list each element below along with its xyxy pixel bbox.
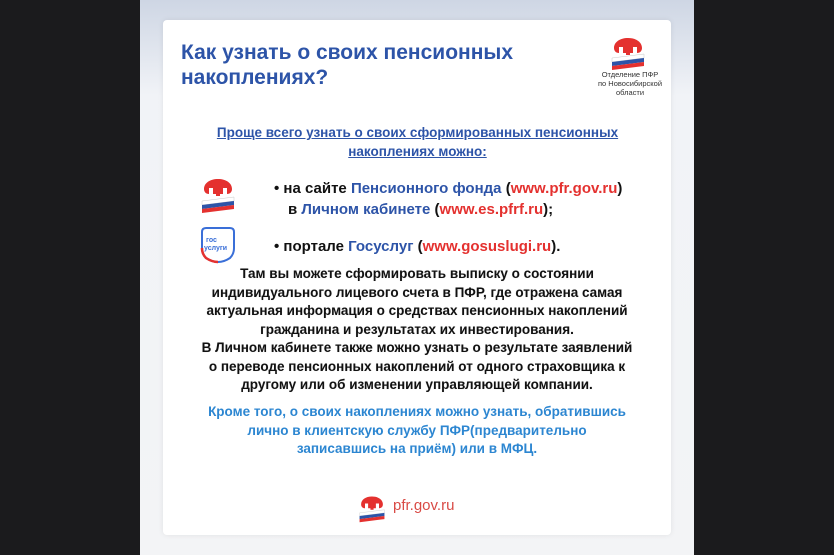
es-pfrf-link[interactable]: www.es.pfrf.ru: [439, 201, 544, 218]
pfr-logo-icon: [610, 36, 646, 70]
title-line: Как узнать о своих пенсионных: [181, 41, 514, 64]
title-line: накоплениях?: [181, 66, 329, 89]
svg-text:услуги: услуги: [204, 245, 228, 252]
info-card: [140, 0, 694, 555]
body-paragraph: Там вы можете сформировать выписку о состоянии индивидуального лицевого счета в ПФР, где отражена самая актуальная информация о средствах пенсионных накоплений гражданина и результатах их инвестирования. В Личном кабинете также можно узнать о результате заявлений о переводе пенсионных накоплений от одного страховщика к другому или об изменении управляющей компании.: [201, 266, 633, 392]
bullet-gosuslugi: • портале Госуслуг (www.gosuslugi.ru).: [274, 238, 561, 255]
footer-site-link[interactable]: pfr.gov.ru: [393, 497, 455, 514]
gosuslugi-link[interactable]: www.gosuslugi.ru: [422, 238, 552, 255]
extra-paragraph: Кроме того, о своих накоплениях можно узнать, обратившись лично в клиентскую службу ПФР(предварительно записавшись на приём) или в МФЦ.: [208, 404, 626, 456]
pfr-link[interactable]: www.pfr.gov.ru: [510, 180, 618, 197]
bullet-pfr-site: • на сайте Пенсионного фонда (www.pfr.gov.ru): [274, 180, 623, 197]
pfr-logo-icon: [358, 495, 386, 523]
bullet-cabinet: в Личном кабинете (www.es.pfrf.ru);: [288, 201, 554, 218]
gosuslugi-icon: [198, 224, 238, 264]
page-title: [181, 40, 581, 90]
intro-heading: Проще всего узнать о своих сформированных пенсионных накоплениях можно:: [216, 125, 619, 159]
svg-text:гос: гос: [206, 237, 217, 244]
pfr-logo-icon: [200, 177, 236, 215]
org-name: Отделение ПФР по Новосибирской области: [597, 70, 663, 97]
